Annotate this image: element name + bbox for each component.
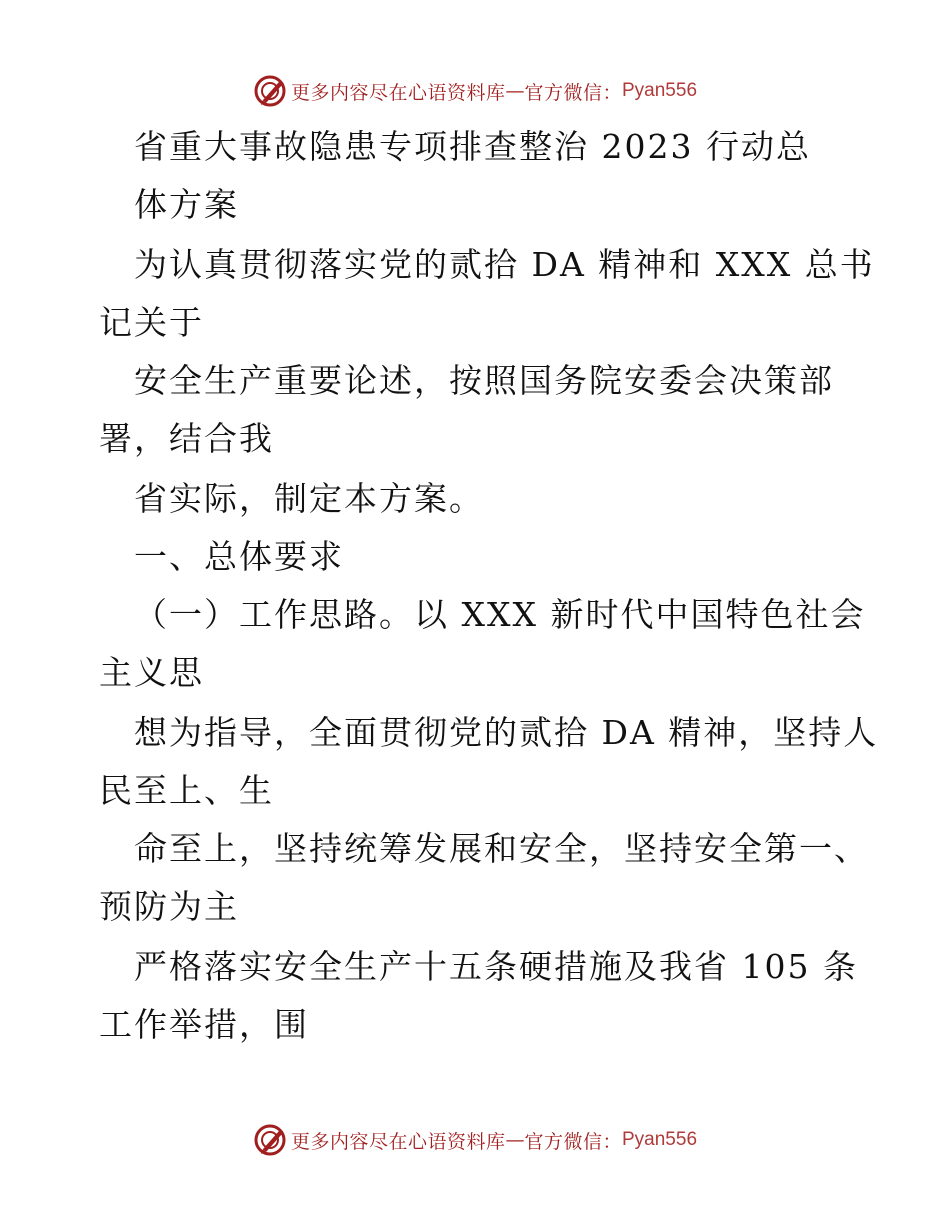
paragraph-line: 署，结合我 (99, 419, 274, 458)
pen-logo-icon (253, 1123, 287, 1157)
paragraph-line: 省实际，制定本方案。 (134, 479, 484, 518)
paragraph-line: （一）工作思路。以 XXX 新时代中国特色社会 (134, 595, 866, 634)
paragraph-line: 预防为主 (99, 887, 239, 926)
paragraph-line: 为认真贯彻落实党的贰拾 DA 精神和 XXX 总书 (134, 245, 875, 284)
watermark-suffix: 官方微信： (524, 81, 622, 104)
watermark-text: 更多内容尽在心语资料库 (290, 81, 506, 104)
watermark-id: Pyan556 (622, 1129, 698, 1150)
footer-watermark (0, 1120, 950, 1160)
watermark-suffix: 官方微信： (524, 1130, 622, 1153)
watermark-text: 更多内容尽在心语资料库 (290, 1130, 506, 1153)
document-title-line-1: 省重大事故隐患专项排查整治 2023 行动总 (134, 127, 811, 166)
section-heading: 一、总体要求 (134, 537, 344, 576)
watermark-id: Pyan556 (622, 80, 698, 101)
paragraph-line: 主义思 (99, 653, 204, 692)
paragraph-line: 安全生产重要论述，按照国务院安委会决策部 (134, 361, 834, 400)
document-title-line-2: 体方案 (134, 185, 239, 224)
paragraph-line: 记关于 (99, 303, 204, 342)
paragraph-line: 命至上，坚持统筹发展和安全，坚持安全第一、 (134, 829, 869, 868)
paragraph-line: 工作举措，围 (99, 1005, 309, 1044)
watermark-separator: — (505, 80, 525, 102)
paragraph-line: 民至上、生 (99, 771, 274, 810)
paragraph-line: 想为指导，全面贯彻党的贰拾 DA 精神，坚持人 (134, 713, 879, 752)
paragraph-line: 严格落实安全生产十五条硬措施及我省 105 条 (134, 947, 858, 986)
watermark-separator: — (505, 1129, 525, 1151)
